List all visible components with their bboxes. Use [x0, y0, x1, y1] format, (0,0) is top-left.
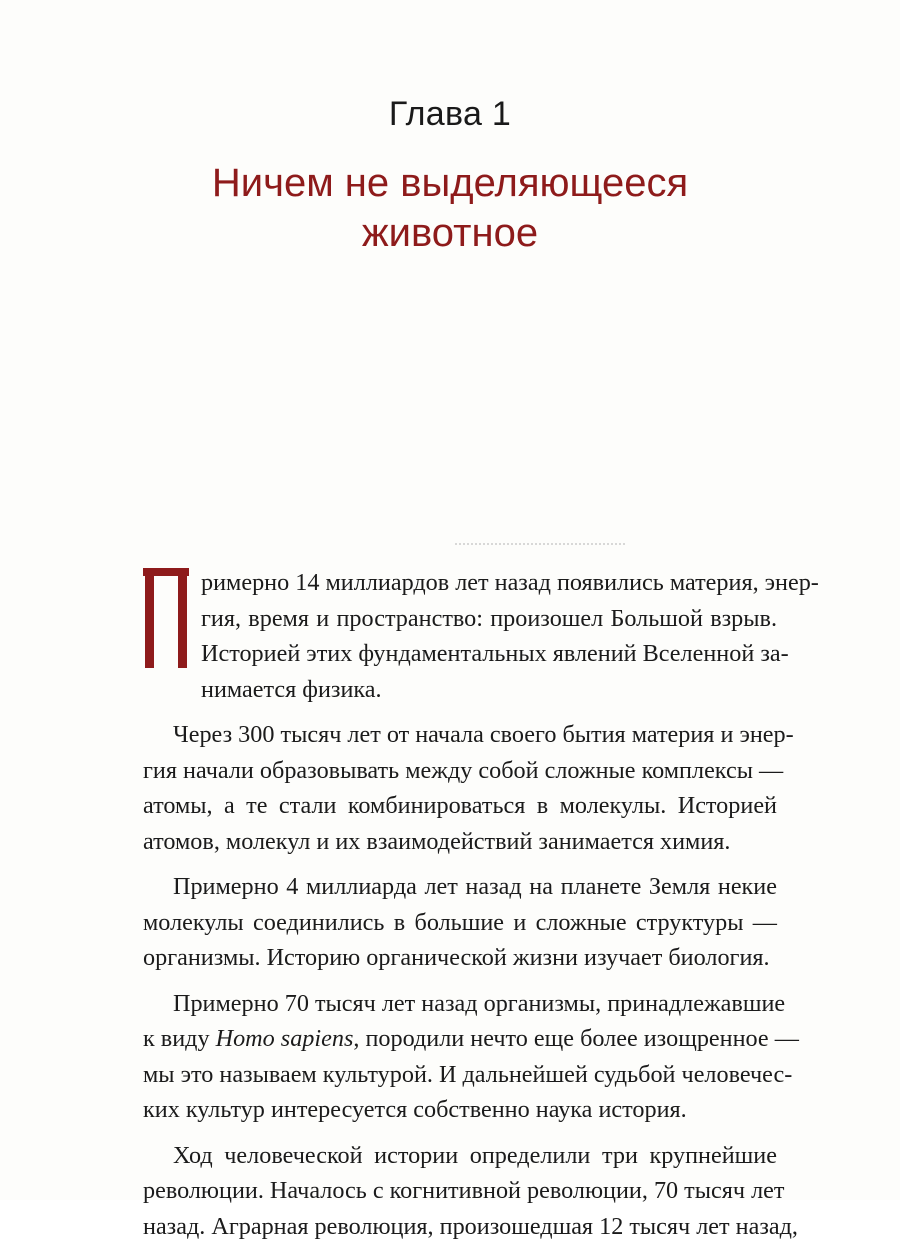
text-fragment: , породили нечто еще более изощренное —: [353, 1025, 799, 1052]
paragraph: [143, 717, 794, 859]
chapter-title-line: Ничем не выделяющееся: [211, 161, 689, 205]
text-line: гия, время и пространство: произошел Большой взрыв.: [201, 604, 777, 632]
text-line: молекулы соединились в большие и сложные структуры —: [143, 908, 777, 936]
species-name: Homo sapiens: [215, 1025, 354, 1052]
chapter-number: Глава 1: [388, 95, 512, 133]
text-line: Через 300 тысяч лет от начала своего бытия материя и энер-: [173, 721, 794, 748]
text-line: нимается физика.: [201, 675, 382, 703]
chapter-title-line: животное: [361, 211, 539, 255]
text-line: Историей этих фундаментальных явлений Вселенной за-: [201, 640, 789, 667]
text-line: римерно 14 миллиардов лет назад появились материя, энер-: [201, 569, 819, 596]
text-line: гия начали образовывать между собой сложные комплексы —: [143, 756, 784, 784]
text-line: [143, 1021, 799, 1057]
text-line: ких культур интересуется собственно наука история.: [143, 1096, 687, 1123]
paragraph: [143, 986, 799, 1128]
paragraph: [143, 1138, 798, 1245]
scan-artifact: [455, 543, 625, 547]
paragraph: [143, 869, 777, 976]
paragraph: [143, 565, 819, 707]
text-line: Примерно 70 тысяч лет назад организмы, принадлежавшие: [173, 989, 786, 1017]
text-line: назад. Аграрная революция, произошедшая 12 тысяч лет назад,: [143, 1212, 798, 1240]
text-fragment: к виду: [143, 1025, 216, 1052]
text-line: атомы, а те стали комбинироваться в молекулы. Историей: [143, 792, 777, 819]
text-line: революции. Началось с когнитивной революции, 70 тысяч лет: [143, 1177, 785, 1204]
text-line: Ход человеческой истории определили три крупнейшие: [173, 1141, 777, 1169]
text-line: Примерно 4 миллиарда лет назад на планете Земля некие: [173, 873, 777, 900]
text-line: организмы. Историю органической жизни изучает биология.: [143, 944, 770, 971]
chapter-title: [0, 158, 900, 258]
body-text: [143, 565, 819, 1254]
text-line: атомов, молекул и их взаимодействий занимается химия.: [143, 827, 731, 855]
text-line: мы это называем культурой. И дальнейшей судьбой человечес-: [143, 1060, 793, 1088]
